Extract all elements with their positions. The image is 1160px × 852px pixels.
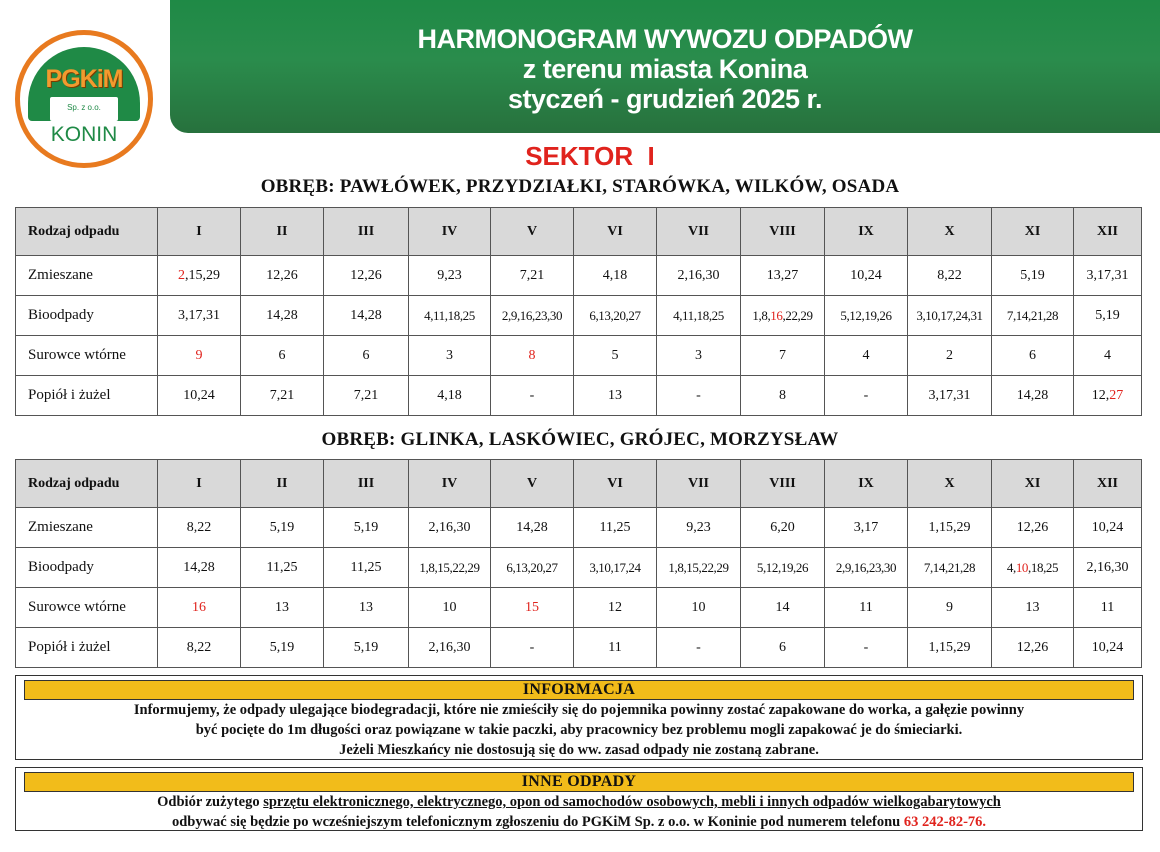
date-text: 10,24 [183, 387, 215, 403]
schedule-cell [825, 256, 908, 296]
table-row [16, 376, 1142, 416]
schedule-cell [409, 588, 491, 628]
date-text: 8 [779, 387, 786, 403]
schedule-cell [825, 376, 908, 416]
date-text: 5,19 [353, 519, 379, 535]
date-text: 2,16,30 [1086, 559, 1129, 575]
schedule-cell [158, 336, 241, 376]
column-header-month: XI [992, 460, 1074, 508]
date-text: 12 [608, 599, 622, 615]
pgkim-logo [15, 30, 153, 168]
waste-type-label: Popiół i żużel [16, 376, 158, 416]
schedule-cell [409, 296, 491, 336]
schedule-cell [491, 628, 574, 668]
schedule-cell [158, 296, 241, 336]
schedule-cell [741, 508, 825, 548]
date-text: 10 [691, 599, 706, 615]
schedule-cell [491, 336, 574, 376]
schedule-cell [574, 588, 657, 628]
waste-type-label: Zmieszane [16, 508, 158, 548]
schedule-cell [908, 296, 992, 336]
column-header-month: I [158, 208, 241, 256]
other-title: INNE ODPADY [24, 772, 1134, 792]
column-header-waste-type: Rodzaj odpadu [16, 208, 158, 256]
schedule-cell [657, 628, 741, 668]
column-header-month: IX [825, 208, 908, 256]
logo-sub: Sp. z o.o. [67, 103, 101, 112]
waste-type-label: Surowce wtórne [16, 588, 158, 628]
schedule-cell [992, 508, 1074, 548]
page-title [170, 24, 1160, 114]
schedule-cell [825, 296, 908, 336]
date-text: 13,27 [766, 267, 799, 283]
date-text: 4,18 [602, 267, 628, 283]
date-text: 11 [1100, 599, 1115, 615]
other-line-2 [22, 812, 1136, 832]
date-text: 11,25 [350, 559, 382, 575]
waste-type-label: Bioodpady [16, 296, 158, 336]
date-text: 5,19 [1020, 267, 1045, 283]
schedule-cell [241, 296, 324, 336]
column-header-month: III [324, 208, 409, 256]
date-text: 4,18 [437, 387, 462, 403]
schedule-cell [241, 336, 324, 376]
date-text: 10,24 [850, 267, 882, 283]
date-text: 4, [1006, 559, 1016, 575]
info-body [16, 700, 1142, 760]
schedule-cell [992, 256, 1074, 296]
table-row [16, 588, 1142, 628]
highlighted-date: 10 [1015, 559, 1029, 575]
schedule-cell [324, 296, 409, 336]
column-header-month: IV [409, 208, 491, 256]
date-text: 1,8,15,22,29 [419, 559, 480, 575]
schedule-cell [825, 508, 908, 548]
logo-city: KONIN [50, 123, 118, 146]
table-row [16, 256, 1142, 296]
schedule-cell [825, 548, 908, 588]
schedule-cell [1074, 588, 1142, 628]
date-text: 6 [278, 347, 286, 363]
schedule-cell [324, 336, 409, 376]
date-text: 11 [859, 599, 873, 615]
date-text: 8,22 [937, 267, 962, 283]
info-title: INFORMACJA [24, 680, 1134, 700]
highlighted-date: 8 [528, 347, 536, 363]
schedule-cell [241, 628, 324, 668]
schedule-cell [574, 548, 657, 588]
date-text: 1,8,15,22,29 [668, 559, 729, 575]
schedule-cell [491, 588, 574, 628]
schedule-cell [908, 336, 992, 376]
schedule-cell [409, 376, 491, 416]
date-text: ,22,29 [782, 307, 813, 323]
title-line-1: HARMONOGRAM WYWOZU ODPADÓW [417, 24, 913, 54]
waste-type-label: Surowce wtórne [16, 336, 158, 376]
date-text: 10,24 [1091, 639, 1124, 655]
date-text: 1,15,29 [928, 519, 971, 535]
other-line-1 [22, 792, 1136, 812]
date-text: 12, [1091, 387, 1110, 403]
date-text: 5 [611, 347, 619, 363]
column-header-month: V [491, 208, 574, 256]
date-text: ,15,29 [185, 267, 220, 283]
schedule-cell [657, 548, 741, 588]
title-line-3: styczeń - grudzień 2025 r. [507, 84, 823, 114]
schedule-cell [324, 588, 409, 628]
schedule-cell [241, 508, 324, 548]
waste-type-label: Popiół i żużel [16, 628, 158, 668]
schedule-cell [491, 548, 574, 588]
date-text: 12,26 [266, 267, 298, 283]
date-text: 14,28 [183, 559, 215, 575]
date-text: 9,23 [686, 519, 711, 535]
date-text: 5,19 [353, 639, 379, 655]
highlighted-date: 16 [770, 307, 783, 323]
schedule-cell [241, 548, 324, 588]
other-line-1-prefix: Odbiór zużytego [157, 794, 264, 810]
schedule-cell [158, 508, 241, 548]
date-text: 8,22 [186, 519, 212, 535]
schedule-cell [908, 256, 992, 296]
date-text: 2 [946, 347, 953, 363]
date-text: 14,28 [1016, 387, 1049, 403]
logo-name: PGKiM [45, 65, 123, 93]
date-text: 13 [1025, 599, 1040, 615]
schedule-cell [825, 628, 908, 668]
column-header-month: V [491, 460, 574, 508]
column-header-month: I [158, 460, 241, 508]
schedule-cell [657, 296, 741, 336]
date-text: 4,11,18,25 [673, 307, 724, 323]
column-header-month: XII [1074, 460, 1142, 508]
date-text: 3,10,17,24 [589, 559, 641, 575]
date-text: 6 [362, 347, 370, 363]
schedule-table-1 [15, 207, 1142, 416]
schedule-cell [1074, 628, 1142, 668]
table-row [16, 336, 1142, 376]
schedule-cell [825, 588, 908, 628]
schedule-cell [241, 256, 324, 296]
schedule-cell [992, 296, 1074, 336]
schedule-cell [1074, 376, 1142, 416]
date-text: 2,9,16,23,30 [835, 559, 897, 575]
schedule-cell [491, 508, 574, 548]
date-text: - [529, 387, 535, 403]
date-text: 6,13,20,27 [506, 559, 558, 575]
date-text: 12,26 [1016, 519, 1049, 535]
waste-type-label: Bioodpady [16, 548, 158, 588]
date-text: 3,17,31 [928, 387, 971, 403]
date-text: 2,16,30 [428, 519, 471, 535]
schedule-cell [574, 296, 657, 336]
date-text: 7,14,21,28 [923, 559, 976, 575]
column-header-month: VII [657, 208, 741, 256]
column-header-month: VI [574, 460, 657, 508]
date-text: - [863, 639, 869, 655]
column-header-month: VI [574, 208, 657, 256]
table-row [16, 508, 1142, 548]
info-line-1: Informujemy, że odpady ulegające biodegradacji, które nie zmieściły się do pojemnika powinny zostać zapakowane do worka, a gałęzie powinny [133, 702, 1025, 718]
column-header-month: II [241, 208, 324, 256]
date-text: 3,17,31 [178, 307, 220, 323]
date-text: - [696, 387, 701, 403]
schedule-cell [1074, 256, 1142, 296]
date-text: - [863, 387, 869, 403]
schedule-cell [324, 548, 409, 588]
date-text: 6 [779, 639, 786, 655]
date-text: 6,20 [770, 519, 795, 535]
schedule-table-2 [15, 459, 1142, 668]
date-text: 14,28 [350, 307, 382, 323]
schedule-cell [1074, 336, 1142, 376]
schedule-cell [741, 336, 825, 376]
table-header-row [16, 208, 1142, 256]
date-text: 3 [695, 347, 702, 363]
date-text: 2,16,30 [677, 267, 720, 283]
schedule-cell [491, 256, 574, 296]
date-text: 12,26 [350, 267, 382, 283]
info-box [15, 675, 1143, 760]
schedule-cell [657, 376, 741, 416]
schedule-cell [158, 588, 241, 628]
info-line-3: Jeżeli Mieszkańcy nie dostosują się do ww. zasad odpady nie zostaną zabrane. [339, 742, 819, 758]
date-text: 13 [608, 387, 622, 403]
table-row [16, 628, 1142, 668]
schedule-cell [825, 336, 908, 376]
date-text: 1,15,29 [928, 639, 971, 655]
schedule-cell [241, 376, 324, 416]
column-header-month: VIII [741, 208, 825, 256]
schedule-cell [1074, 508, 1142, 548]
date-text: 6,13,20,27 [589, 307, 641, 323]
date-text: 2,16,30 [428, 639, 471, 655]
schedule-cell [992, 588, 1074, 628]
column-header-month: VIII [741, 460, 825, 508]
schedule-cell [908, 508, 992, 548]
date-text: - [696, 639, 701, 655]
date-text: 12,26 [1016, 639, 1049, 655]
schedule-cell [741, 628, 825, 668]
date-text: 8,22 [186, 639, 212, 655]
other-body [16, 792, 1142, 832]
obreb-title-1: OBRĘB: PAWŁÓWEK, PRZYDZIAŁKI, STARÓWKA, WILKÓW, OSADA [260, 176, 900, 197]
date-text: 14,28 [266, 307, 298, 323]
date-text: 13 [275, 599, 289, 615]
obreb-title-2: OBRĘB: GLINKA, LASKÓWIEC, GRÓJEC, MORZYSŁAW [321, 429, 839, 450]
waste-type-label: Zmieszane [16, 256, 158, 296]
highlighted-date: 15 [525, 599, 539, 615]
phone-number: 63 242-82-76. [903, 814, 987, 830]
schedule-cell [574, 336, 657, 376]
schedule-cell [491, 376, 574, 416]
date-text: 6 [1029, 347, 1036, 363]
other-line-1-underlined: sprzętu elektronicznego, elektrycznego, opon od samochodów osobowych, mebli i innych odpadów wielkogabarytowych [263, 794, 1001, 810]
schedule-cell [741, 376, 825, 416]
schedule-cell [1074, 548, 1142, 588]
date-text: 7,21 [269, 387, 295, 403]
date-text: 3,10,17,24,31 [916, 307, 983, 323]
schedule-cell [992, 336, 1074, 376]
schedule-cell [158, 256, 241, 296]
schedule-cell [409, 508, 491, 548]
date-text: 11,25 [266, 559, 298, 575]
highlighted-date: 9 [195, 347, 203, 363]
other-waste-box [15, 767, 1143, 831]
date-text: 5,12,19,26 [756, 559, 809, 575]
info-line-2: być pocięte do 1m długości oraz powiązane w takie paczki, aby pracownicy bez problemu mogli zapakować je do śmieciarki. [195, 722, 963, 738]
schedule-cell [908, 628, 992, 668]
schedule-cell [741, 296, 825, 336]
schedule-cell [324, 256, 409, 296]
date-text: 11,25 [599, 519, 631, 535]
schedule-cell [1074, 296, 1142, 336]
table-row [16, 296, 1142, 336]
date-text: 9 [946, 599, 953, 615]
date-text: 9,23 [437, 267, 462, 283]
date-text: 5,19 [269, 519, 295, 535]
date-text: 14 [775, 599, 790, 615]
schedule-cell [241, 588, 324, 628]
column-header-waste-type: Rodzaj odpadu [16, 460, 158, 508]
date-text: 5,12,19,26 [840, 307, 892, 323]
date-text: 11 [608, 639, 622, 655]
column-header-month: X [908, 208, 992, 256]
sektor-title: SEKTOR I [525, 141, 655, 171]
schedule-cell [574, 256, 657, 296]
schedule-cell [409, 628, 491, 668]
schedule-cell [657, 256, 741, 296]
schedule-cell [409, 256, 491, 296]
schedule-cell [574, 508, 657, 548]
schedule-cell [908, 376, 992, 416]
schedule-cell [324, 508, 409, 548]
date-text: 5,19 [1095, 307, 1120, 323]
schedule-cell [741, 588, 825, 628]
date-text: 7,21 [353, 387, 379, 403]
schedule-cell [741, 256, 825, 296]
date-text: 3,17 [853, 519, 879, 535]
schedule-cell [992, 548, 1074, 588]
schedule-cell [741, 548, 825, 588]
highlighted-date: 16 [192, 599, 206, 615]
date-text: ,18,25 [1028, 559, 1059, 575]
schedule-cell [908, 588, 992, 628]
date-text: 2,9,16,23,30 [501, 307, 563, 323]
schedule-cell [657, 508, 741, 548]
date-text: 13 [359, 599, 373, 615]
date-text: 3 [446, 347, 453, 363]
highlighted-date: 2 [178, 267, 185, 283]
column-header-month: XII [1074, 208, 1142, 256]
schedule-cell [409, 336, 491, 376]
title-line-2: z terenu miasta Konina [522, 54, 808, 84]
schedule-cell [324, 376, 409, 416]
date-text: 10 [442, 599, 457, 615]
column-header-month: IX [825, 460, 908, 508]
date-text: 4,11,18,25 [424, 307, 475, 323]
date-text: 5,19 [269, 639, 295, 655]
date-text: 7 [779, 347, 786, 363]
schedule-cell [158, 376, 241, 416]
schedule-cell [657, 588, 741, 628]
table-header-row [16, 460, 1142, 508]
highlighted-date: 27 [1109, 387, 1124, 403]
date-text: 1,8, [752, 307, 771, 323]
column-header-month: II [241, 460, 324, 508]
schedule-cell [992, 376, 1074, 416]
column-header-month: VII [657, 460, 741, 508]
schedule-cell [491, 296, 574, 336]
date-text: 7,21 [519, 267, 545, 283]
schedule-cell [409, 548, 491, 588]
date-text: 10,24 [1091, 519, 1124, 535]
column-header-month: X [908, 460, 992, 508]
date-text: 14,28 [516, 519, 548, 535]
column-header-month: III [324, 460, 409, 508]
column-header-month: XI [992, 208, 1074, 256]
schedule-cell [574, 376, 657, 416]
other-line-2-text: odbywać się będzie po wcześniejszym telefonicznym zgłoszeniu do PGKiM Sp. z o.o. w Koninie pod numerem telefonu [171, 814, 904, 830]
date-text: 3,17,31 [1086, 267, 1129, 283]
schedule-cell [324, 628, 409, 668]
column-header-month: IV [409, 460, 491, 508]
date-text: - [529, 639, 535, 655]
schedule-cell [574, 628, 657, 668]
date-text: 4 [862, 347, 870, 363]
schedule-cell [657, 336, 741, 376]
schedule-cell [992, 628, 1074, 668]
schedule-cell [158, 548, 241, 588]
schedule-cell [158, 628, 241, 668]
table-row [16, 548, 1142, 588]
date-text: 7,14,21,28 [1006, 307, 1059, 323]
schedule-cell [908, 548, 992, 588]
date-text: 4 [1104, 347, 1111, 363]
